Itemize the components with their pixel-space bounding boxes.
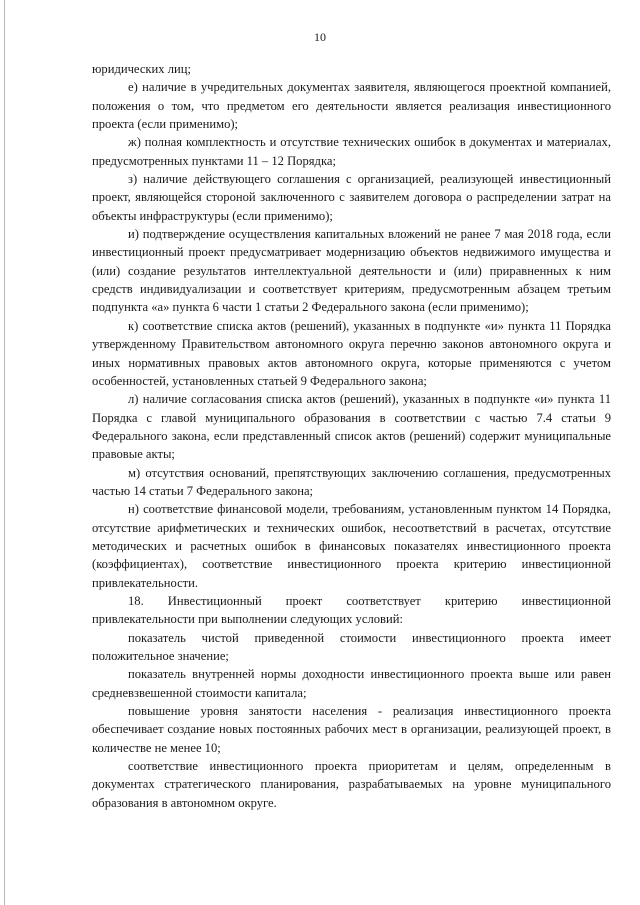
page-number: 10	[314, 30, 326, 44]
paragraph-continuation: юридических лиц;	[92, 62, 191, 76]
paragraph-clause-18: 18. Инвестиционный проект соответствует критерию инвестиционной привлекательности при выполнении следующих условий:	[92, 593, 611, 627]
paragraph-item-l: л) наличие согласования списка актов (решений), указанных в подпункте «и» пункта 11 Порядка с главой муниципального образования в соответствии с частью 7.4 статьи 9 Федерального закона, если представленный список актов (решений) содержит муниципальные правовые акты;	[92, 392, 611, 462]
paragraph-item-i: и) подтверждение осуществления капитальных вложений не ранее 7 мая 2018 года, если инвестиционный проект предусматривает модернизацию объектов недвижимого имущества и (или) создание результатов интеллектуальной деятельности и (или) приравненных к ним средств индивидуализации и соответствует критериям, предусмотренным абзацем третьим подпункта «а» пункта 6 части 1 статьи 2 Федерального закона (если применимо);	[92, 227, 611, 315]
paragraph-condition-npv: показатель чистой приведенной стоимости инвестиционного проекта имеет положительное значение;	[92, 630, 611, 663]
paragraph-condition-strategy: соответствие инвестиционного проекта приоритетам и целям, определенным в документах стратегического планирования, разрабатываемых на уровне муниципального образования в автономном округе.	[92, 759, 611, 810]
paragraph-item-z: з) наличие действующего соглашения с организацией, реализующей инвестиционный проект, являющейся стороной заключенного с заявителем договора о распределении затрат на объекты инфраструктуры (если применимо);	[92, 172, 611, 223]
paragraph-condition-employment: повышение уровня занятости населения - реализация инвестиционного проекта обеспечивает создание новых постоянных рабочих мест в организации, реализующей проект, в количестве не менее 10;	[92, 704, 611, 755]
paragraph-item-k: к) соответствие списка актов (решений), указанных в подпункте «и» пункта 11 Порядка утвержденному Правительством автономного округа перечню законов автономного округа и иных нормативных правовых актов автономного округа, которые применяются с учетом особенностей, установленных статьей 9 Федерального закона;	[92, 318, 611, 388]
paragraph-item-m: м) отсутствия оснований, препятствующих заключению соглашения, предусмотренных частью 14 статьи 7 Федерального закона;	[92, 465, 611, 498]
document-body	[92, 60, 611, 812]
paragraph-condition-irr: показатель внутренней нормы доходности инвестиционного проекта выше или равен средневзвешенной стоимости капитала;	[92, 667, 611, 700]
paragraph-item-zh: ж) полная комплектность и отсутствие технических ошибок в документах и материалах, предусмотренных пунктами 11 – 12 Порядка;	[92, 135, 611, 168]
scan-edge-line	[4, 0, 5, 905]
paragraph-item-e: е) наличие в учредительных документах заявителя, являющегося проектной компанией, положения о том, что предметом его деятельности является реализация инвестиционного проекта (если применимо);	[92, 80, 611, 132]
paragraph-item-n: н) соответствие финансовой модели, требованиям, установленным пунктом 14 Порядка, отсутствие арифметических и технических ошибок, несоответствий в расчетах, отсутствие методических и расчетных ошибок в финансовых показателях инвестиционного проекта (коэффициентах), соответствие инвестиционного проекта критерию инвестиционной привлекательности.	[92, 502, 611, 590]
